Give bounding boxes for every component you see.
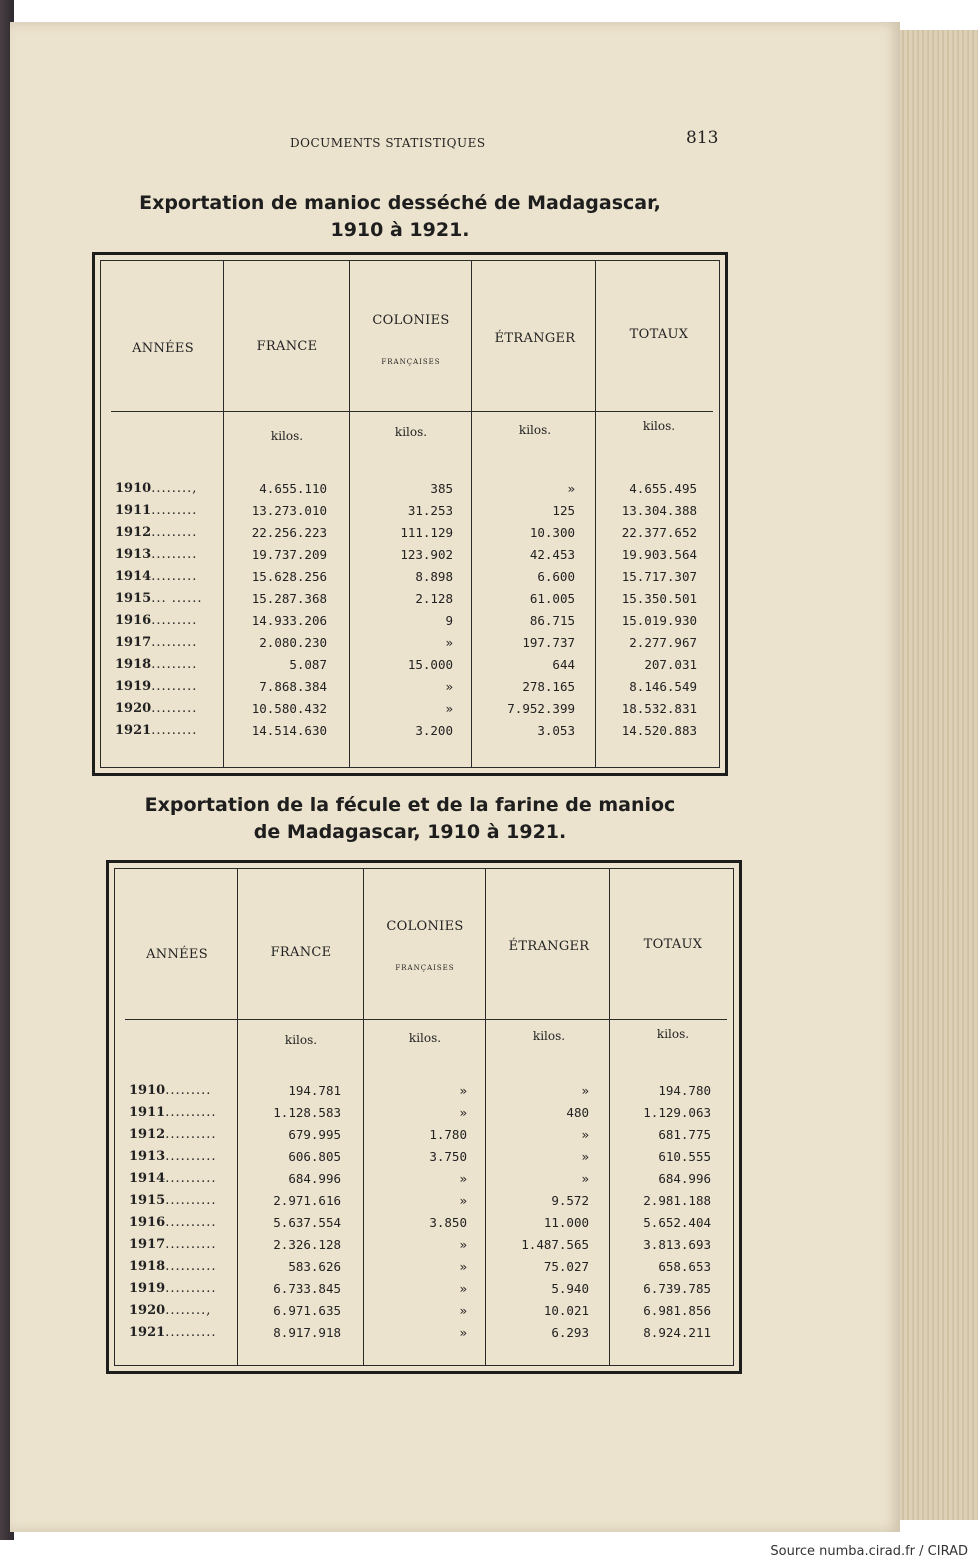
cell-etranger: 644 [552, 657, 575, 672]
cell-france: 679.995 [288, 1127, 341, 1142]
table-row [101, 481, 719, 503]
table-row [115, 1237, 733, 1259]
year-value: 1917 [129, 1237, 166, 1252]
table-row [101, 723, 719, 745]
row-year [115, 701, 197, 716]
header-etranger: ÉTRANGER [494, 331, 576, 346]
cell-colonies: » [459, 1105, 467, 1120]
header-colonies [363, 919, 487, 972]
cell-colonies: » [459, 1083, 467, 1098]
cell-etranger: » [581, 1149, 589, 1164]
cell-totaux: 681.775 [658, 1127, 711, 1142]
cell-colonies: » [459, 1281, 467, 1296]
year-value: 1912 [115, 525, 152, 540]
leader-dots: .......... [165, 1127, 217, 1142]
leader-dots: .......... [165, 1325, 217, 1340]
cell-france: 7.868.384 [259, 679, 327, 694]
table-row [115, 1281, 733, 1303]
cell-totaux: 8.924.211 [643, 1325, 711, 1340]
cell-etranger: 197.737 [522, 635, 575, 650]
row-year [129, 1149, 217, 1164]
year-value: 1910 [115, 481, 152, 496]
year-value: 1913 [129, 1149, 166, 1164]
unit-france: kilos. [284, 1033, 318, 1047]
cell-colonies: 8.898 [415, 569, 453, 584]
cell-etranger: 480 [566, 1105, 589, 1120]
leader-dots: ......... [151, 679, 198, 694]
year-value: 1912 [129, 1127, 166, 1142]
leader-dots: .......... [165, 1105, 217, 1120]
cell-totaux: 610.555 [658, 1149, 711, 1164]
year-value: 1916 [115, 613, 152, 628]
cell-totaux: 2.981.188 [643, 1193, 711, 1208]
cell-totaux: 14.520.883 [621, 723, 697, 738]
leader-dots: ......... [151, 657, 198, 672]
cell-france: 684.996 [288, 1171, 341, 1186]
leader-dots: ........, [165, 1303, 212, 1318]
table2-title-line1: Exportation de la fécule et de la farine de manioc [144, 794, 676, 816]
cell-totaux: 15.019.930 [621, 613, 697, 628]
leader-dots: .......... [165, 1215, 217, 1230]
table-row [101, 657, 719, 679]
row-year [115, 569, 197, 584]
table-row [115, 1193, 733, 1215]
leader-dots: ......... [151, 635, 198, 650]
year-value: 1918 [129, 1259, 166, 1274]
cell-etranger: 278.165 [522, 679, 575, 694]
table1-title-line2: 1910 à 1921. [330, 219, 470, 241]
cell-etranger: » [567, 481, 575, 496]
cell-colonies: 15.000 [407, 657, 453, 672]
cell-totaux: 15.350.501 [621, 591, 697, 606]
cell-totaux: 6.739.785 [643, 1281, 711, 1296]
row-year [129, 1215, 217, 1230]
table2-title-line2: de Madagascar, 1910 à 1921. [253, 821, 567, 843]
leader-dots: .......... [165, 1193, 217, 1208]
cell-colonies: 2.128 [415, 591, 453, 606]
leader-dots: ......... [165, 1083, 212, 1098]
unit-totaux: kilos. [656, 1027, 690, 1041]
year-value: 1914 [115, 569, 152, 584]
row-year [129, 1259, 217, 1274]
table-row [115, 1127, 733, 1149]
cell-etranger: » [581, 1127, 589, 1142]
row-year [129, 1325, 217, 1340]
row-year [129, 1193, 217, 1208]
cell-france: 13.273.010 [251, 503, 327, 518]
cell-colonies: » [445, 635, 453, 650]
running-head: DOCUMENTS STATISTIQUES [290, 136, 486, 150]
row-year [115, 481, 197, 496]
cell-etranger: 61.005 [529, 591, 575, 606]
year-value: 1915 [129, 1193, 166, 1208]
cell-etranger: 10.300 [529, 525, 575, 540]
cell-colonies: » [445, 701, 453, 716]
row-year [115, 525, 197, 540]
table-row [101, 613, 719, 635]
table1-title [90, 190, 710, 244]
cell-colonies: » [459, 1259, 467, 1274]
cell-colonies: 3.200 [415, 723, 453, 738]
cell-france: 15.628.256 [251, 569, 327, 584]
cell-etranger: 6.293 [551, 1325, 589, 1340]
unit-etranger: kilos. [518, 423, 552, 437]
cell-totaux: 18.532.831 [621, 701, 697, 716]
year-value: 1919 [129, 1281, 166, 1296]
header-colonies-sub: FRANÇAISES [381, 358, 441, 366]
table-row [101, 679, 719, 701]
table-row [101, 503, 719, 525]
year-value: 1914 [129, 1171, 166, 1186]
cell-etranger: 1.487.565 [521, 1237, 589, 1252]
row-year [129, 1105, 217, 1120]
table1-grid [100, 260, 720, 768]
year-value: 1917 [115, 635, 152, 650]
row-year [115, 503, 197, 518]
page-number: 813 [686, 128, 719, 148]
cell-france: 14.933.206 [251, 613, 327, 628]
header-rule [111, 411, 713, 412]
cell-colonies: 3.850 [429, 1215, 467, 1230]
leader-dots: .......... [165, 1259, 217, 1274]
row-year [115, 723, 197, 738]
cell-colonies: » [459, 1237, 467, 1252]
table-row [115, 1325, 733, 1347]
table-fecule-farine [106, 860, 742, 1374]
cell-france: 19.737.209 [251, 547, 327, 562]
row-year [115, 547, 197, 562]
header-colonies-sub: FRANÇAISES [395, 964, 455, 972]
cell-etranger: » [581, 1171, 589, 1186]
leader-dots: ......... [151, 547, 198, 562]
cell-france: 6.971.635 [273, 1303, 341, 1318]
header-france: FRANCE [270, 945, 332, 960]
cell-totaux: 8.146.549 [629, 679, 697, 694]
cell-etranger: 86.715 [529, 613, 575, 628]
cell-etranger: 6.600 [537, 569, 575, 584]
leader-dots: ......... [151, 613, 198, 628]
cell-totaux: 4.655.495 [629, 481, 697, 496]
table-row [101, 569, 719, 591]
cell-france: 5.637.554 [273, 1215, 341, 1230]
cell-totaux: 3.813.693 [643, 1237, 711, 1252]
header-totaux: TOTAUX [643, 937, 703, 952]
year-value: 1910 [129, 1083, 166, 1098]
year-value: 1920 [115, 701, 152, 716]
year-value: 1915 [115, 591, 152, 606]
row-year [129, 1281, 217, 1296]
table-row [115, 1105, 733, 1127]
cell-colonies: 31.253 [407, 503, 453, 518]
cell-france: 6.733.845 [273, 1281, 341, 1296]
table-row [101, 635, 719, 657]
cell-france: 8.917.918 [273, 1325, 341, 1340]
cell-etranger: 5.940 [551, 1281, 589, 1296]
cell-france: 15.287.368 [251, 591, 327, 606]
table1-title-line1: Exportation de manioc desséché de Madagascar, [139, 192, 661, 214]
cell-etranger: 125 [552, 503, 575, 518]
leader-dots: ......... [151, 525, 198, 540]
cell-france: 583.626 [288, 1259, 341, 1274]
cell-colonies: » [459, 1193, 467, 1208]
cell-etranger: 7.952.399 [507, 701, 575, 716]
table-row [101, 525, 719, 547]
leader-dots: ......... [151, 569, 198, 584]
leader-dots: .......... [165, 1281, 217, 1296]
leader-dots: ......... [151, 723, 198, 738]
cell-etranger: 3.053 [537, 723, 575, 738]
table2-title [90, 792, 730, 846]
cell-etranger: 42.453 [529, 547, 575, 562]
cell-france: 194.781 [288, 1083, 341, 1098]
year-value: 1921 [129, 1325, 166, 1340]
table-row [115, 1083, 733, 1105]
header-totaux: TOTAUX [629, 327, 689, 342]
header-annees: ANNÉES [146, 947, 208, 962]
year-value: 1921 [115, 723, 152, 738]
cell-etranger: 75.027 [543, 1259, 589, 1274]
source-credit: Source numba.cirad.fr / CIRAD [770, 1544, 968, 1559]
cell-colonies: 123.902 [400, 547, 453, 562]
leader-dots: ......... [151, 503, 198, 518]
year-value: 1919 [115, 679, 152, 694]
year-value: 1916 [129, 1215, 166, 1230]
unit-totaux: kilos. [642, 419, 676, 433]
row-year [115, 635, 197, 650]
cell-etranger: » [581, 1083, 589, 1098]
cell-etranger: 9.572 [551, 1193, 589, 1208]
cell-etranger: 10.021 [543, 1303, 589, 1318]
cell-etranger: 11.000 [543, 1215, 589, 1230]
table-row [101, 591, 719, 613]
header-rule [125, 1019, 727, 1020]
row-year [115, 657, 197, 672]
cell-totaux: 15.717.307 [621, 569, 697, 584]
cell-france: 10.580.432 [251, 701, 327, 716]
cell-colonies: 111.129 [400, 525, 453, 540]
row-year [115, 591, 203, 606]
leader-dots: .......... [165, 1149, 217, 1164]
year-value: 1918 [115, 657, 152, 672]
row-year [115, 679, 197, 694]
cell-totaux: 207.031 [644, 657, 697, 672]
table2-grid [114, 868, 734, 1366]
header-france: FRANCE [256, 339, 318, 354]
row-year [129, 1303, 211, 1318]
year-value: 1911 [129, 1105, 166, 1120]
cell-totaux: 5.652.404 [643, 1215, 711, 1230]
cell-colonies: » [459, 1325, 467, 1340]
table-row [115, 1149, 733, 1171]
year-value: 1920 [129, 1303, 166, 1318]
cell-colonies: » [459, 1171, 467, 1186]
header-annees: ANNÉES [132, 341, 194, 356]
row-year [129, 1237, 217, 1252]
table-row [115, 1303, 733, 1325]
cell-colonies: » [445, 679, 453, 694]
row-year [129, 1171, 217, 1186]
cell-france: 2.326.128 [273, 1237, 341, 1252]
cell-france: 14.514.630 [251, 723, 327, 738]
table-row [115, 1171, 733, 1193]
row-year [129, 1083, 211, 1098]
cell-france: 4.655.110 [259, 481, 327, 496]
cell-colonies: 9 [445, 613, 453, 628]
table-row [101, 547, 719, 569]
cell-totaux: 1.129.063 [643, 1105, 711, 1120]
unit-colonies: kilos. [394, 425, 428, 439]
leader-dots: .......... [165, 1171, 217, 1186]
table-row [115, 1215, 733, 1237]
cell-totaux: 13.304.388 [621, 503, 697, 518]
header-colonies-label: COLONIES [386, 919, 464, 934]
cell-colonies: 3.750 [429, 1149, 467, 1164]
leader-dots: ........, [151, 481, 198, 496]
cell-france: 5.087 [289, 657, 327, 672]
cell-france: 2.971.616 [273, 1193, 341, 1208]
table-manioc-desseche [92, 252, 728, 776]
table-row [101, 701, 719, 723]
cell-france: 22.256.223 [251, 525, 327, 540]
cell-totaux: 19.903.564 [621, 547, 697, 562]
leader-dots: .......... [165, 1237, 217, 1252]
cell-totaux: 684.996 [658, 1171, 711, 1186]
cell-colonies: 1.780 [429, 1127, 467, 1142]
header-colonies [349, 313, 473, 366]
row-year [129, 1127, 217, 1142]
row-year [115, 613, 197, 628]
leader-dots: ... ...... [151, 591, 203, 606]
leader-dots: ......... [151, 701, 198, 716]
unit-colonies: kilos. [408, 1031, 442, 1045]
cell-totaux: 194.780 [658, 1083, 711, 1098]
year-value: 1911 [115, 503, 152, 518]
cell-france: 2.080.230 [259, 635, 327, 650]
cell-totaux: 22.377.652 [621, 525, 697, 540]
header-etranger: ÉTRANGER [508, 939, 590, 954]
unit-etranger: kilos. [532, 1029, 566, 1043]
cell-totaux: 658.653 [658, 1259, 711, 1274]
cell-totaux: 6.981.856 [643, 1303, 711, 1318]
cell-france: 1.128.583 [273, 1105, 341, 1120]
header-colonies-label: COLONIES [372, 313, 450, 328]
cell-colonies: 385 [430, 481, 453, 496]
cell-colonies: » [459, 1303, 467, 1318]
cell-france: 606.805 [288, 1149, 341, 1164]
unit-france: kilos. [270, 429, 304, 443]
year-value: 1913 [115, 547, 152, 562]
cell-totaux: 2.277.967 [629, 635, 697, 650]
table-row [115, 1259, 733, 1281]
